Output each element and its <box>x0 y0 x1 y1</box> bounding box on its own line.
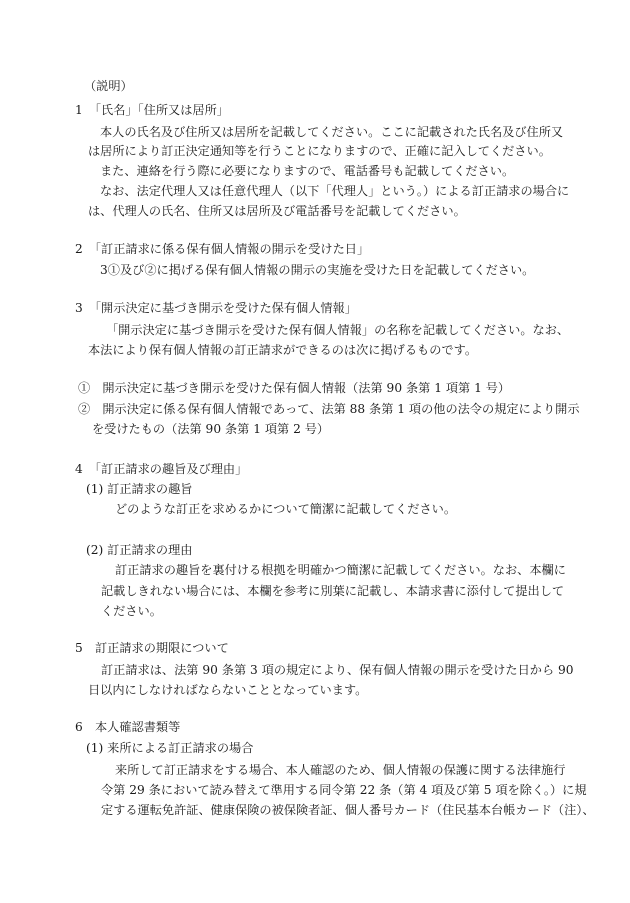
item-4-sub-1-text: どのような訂正を求めるかについて簡潔に記載してください。 <box>115 502 457 516</box>
item-3-text: 「開示決定に基づき開示を受けた保有個人情報」の名称を記載してください。なお、 <box>106 323 570 337</box>
item-4-sub-2-text: ください。 <box>101 604 162 618</box>
item-1-text: は居所により訂正決定通知等を行うことになりますので、正確に記入してください。 <box>88 144 551 158</box>
item-6-heading: 6 本人確認書類等 <box>75 720 181 734</box>
section-heading-explanation: （説明） <box>84 79 133 93</box>
item-6-sub-1-text: 定する運転免許証、健康保険の被保険者証、個人番号カード（住民基本台帳カード（注）、 <box>101 803 595 817</box>
item-6-sub-1-text: 来所して訂正請求をする場合、本人確認のため、個人情報の保護に関する法律施行 <box>115 763 566 777</box>
item-4-sub-1-heading: (1) 訂正請求の趣旨 <box>86 482 193 496</box>
item-4-sub-2-text: 記載しきれない場合には、本欄を参考に別葉に記載し、本請求書に添付して提出して <box>101 584 565 598</box>
item-1-text: は、代理人の氏名、住所又は居所及び電話番号を記載してください。 <box>88 204 466 218</box>
item-2-text: 3①及び②に掲げる保有個人情報の開示の実施を受けた日を記載してください。 <box>100 263 535 277</box>
item-3-list-2: ② 開示決定に係る保有個人情報であって、法第 88 条第 1 項の他の法令の規定により開示 <box>78 402 580 416</box>
item-3-list-2-cont: を受けたもの（法第 90 条第 1 項第 2 号） <box>92 422 330 436</box>
item-4-heading: 4 「訂正請求の趣旨及び理由」 <box>75 462 248 476</box>
item-3-heading: 3 「開示決定に基づき開示を受けた保有個人情報」 <box>75 301 357 315</box>
item-6-sub-1-heading: (1) 来所による訂正請求の場合 <box>86 741 254 755</box>
item-5-heading: 5 訂正請求の期限について <box>75 641 229 655</box>
item-5-text: 訂正請求は、法第 90 条第 3 項の規定により、保有個人情報の開示を受けた日から 90 <box>101 663 574 677</box>
item-2-heading: 2 「訂正請求に係る保有個人情報の開示を受けた日」 <box>75 242 370 256</box>
item-5-text: 日以内にしなければならないこととなっています。 <box>88 683 368 697</box>
item-1-text: また、連絡を行う際に必要になりますので、電話番号も記載してください。 <box>100 164 515 178</box>
item-1-heading: 1 「氏名」「住所又は居所」 <box>75 103 229 117</box>
item-3-list-1: ① 開示決定に基づき開示を受けた保有個人情報（法第 90 条第 1 項第 1 号） <box>78 381 511 395</box>
item-3-text: 本法により保有個人情報の訂正請求ができるのは次に掲げるものです。 <box>88 343 478 357</box>
item-1-text: なお、法定代理人又は任意代理人（以下「代理人」という。）による訂正請求の場合に <box>100 184 570 198</box>
item-4-sub-2-heading: (2) 訂正請求の理由 <box>86 543 193 557</box>
item-1-text: 本人の氏名及び住所又は居所を記載してください。ここに記載された氏名及び住所又 <box>100 125 564 139</box>
item-4-sub-2-text: 訂正請求の趣旨を裏付ける根拠を明確かつ簡潔に記載してください。なお、本欄に <box>115 563 566 577</box>
item-6-sub-1-text: 令第 29 条において読み替えて準用する同令第 22 条（第 4 項及び第 5 項を除く。）に規 <box>101 783 587 797</box>
